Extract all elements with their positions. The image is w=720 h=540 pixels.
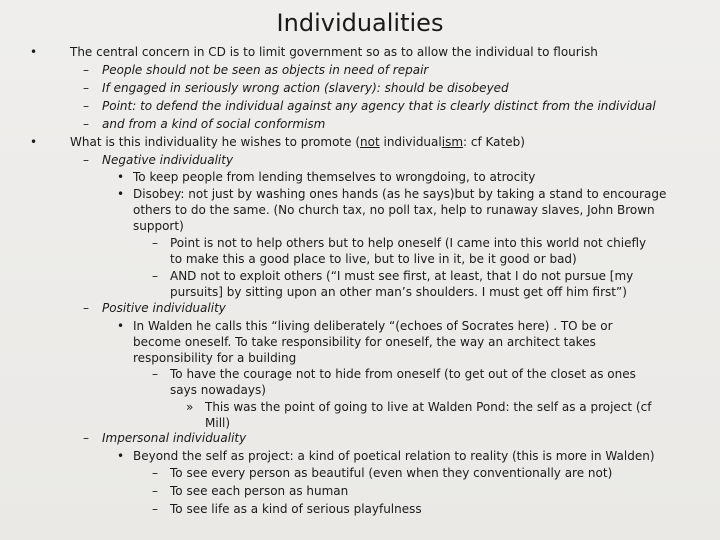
bullet-icon: • [117,319,125,333]
line-walden-a: In Walden he calls this “living deliberately “(echoes of Socrates here) . TO be or [133,319,613,333]
line-pond-a: This was the point of going to live at Walden Pond: the self as a project (cf [205,400,652,414]
dash-icon: – [152,236,158,250]
bullet-icon: • [30,45,38,59]
line-wrongdoing: To keep people from lending themselves to wrongdoing, to atrocity [133,170,536,184]
text-segment: : cf Kateb) [463,135,525,149]
dash-icon: – [83,301,89,315]
text-segment: What is this individuality he wishes to promote ( [70,135,361,149]
line-disobeyed: If engaged in seriously wrong action (slavery): should be disobeyed [102,81,509,95]
line-disobey-c: support) [133,219,184,233]
dash-icon: – [83,81,89,95]
line-walden-b: become oneself. To take responsibility for oneself, the way an architect takes [133,335,596,349]
line-disobey-b: others to do the same. (No church tax, no poll tax, help to runaway slaves, John Brown [133,203,655,217]
dash-icon: – [83,153,89,167]
line-courage-b: says nowadays) [170,383,266,397]
dash-icon: – [83,117,89,131]
line-repair: People should not be seen as objects in need of repair [102,63,429,77]
dash-icon: – [152,466,158,480]
line-concern: The central concern in CD is to limit government so as to allow the individual to flourish [70,45,598,59]
text-not: not [360,135,380,149]
line-disobey-a: Disobey: not just by washing ones hands (as he says)but by taking a stand to encourage [133,187,667,201]
line-poetical: Beyond the self as project: a kind of poetical relation to reality (this is more in Walden) [133,449,655,463]
line-help-oneself-a: Point is not to help others but to help oneself (I came into this world not chiefly [170,236,647,250]
heading-impersonal: Impersonal individuality [102,431,247,445]
dash-icon: – [152,367,158,381]
bullet-icon: • [117,187,125,201]
arrow-icon: » [186,400,194,414]
line-human: To see each person as human [170,484,349,498]
heading-negative: Negative individuality [102,153,234,167]
line-beautiful: To see every person as beautiful (even when they conventionally are not) [170,466,613,480]
line-conformism: and from a kind of social conformism [102,117,326,131]
slide-title: Individualities [276,9,444,37]
line-courage-a: To have the courage not to hide from oneself (to get out of the closet as ones [170,367,636,381]
bullet-icon: • [117,170,125,184]
heading-positive: Positive individuality [102,301,226,315]
line-playfulness: To see life as a kind of serious playfulness [170,502,422,516]
dash-icon: – [83,431,89,445]
dash-icon: – [83,99,89,113]
line-individuality [70,134,525,150]
dash-icon: – [152,484,158,498]
slide-body [0,42,720,538]
line-exploit-a: AND not to exploit others (“I must see first, at least, that I do not pursue [my [170,269,634,283]
line-exploit-b: pursuits] by sitting upon an other man’s shoulders. I must get off him first”) [170,285,627,299]
text-segment: individual [379,135,442,149]
dash-icon: – [83,63,89,77]
bullet-icon: • [30,135,38,149]
line-help-oneself-b: to make this a good place to live, but to live in it, be it good or bad) [170,252,577,266]
bullet-icon: • [117,449,125,463]
line-point: Point: to defend the individual against any agency that is clearly distinct from the individual [102,99,656,113]
line-pond-b: Mill) [205,416,231,430]
line-walden-c: responsibility for a building [133,351,297,365]
dash-icon: – [152,502,158,516]
text-ism: ism [441,135,464,149]
dash-icon: – [152,269,158,283]
